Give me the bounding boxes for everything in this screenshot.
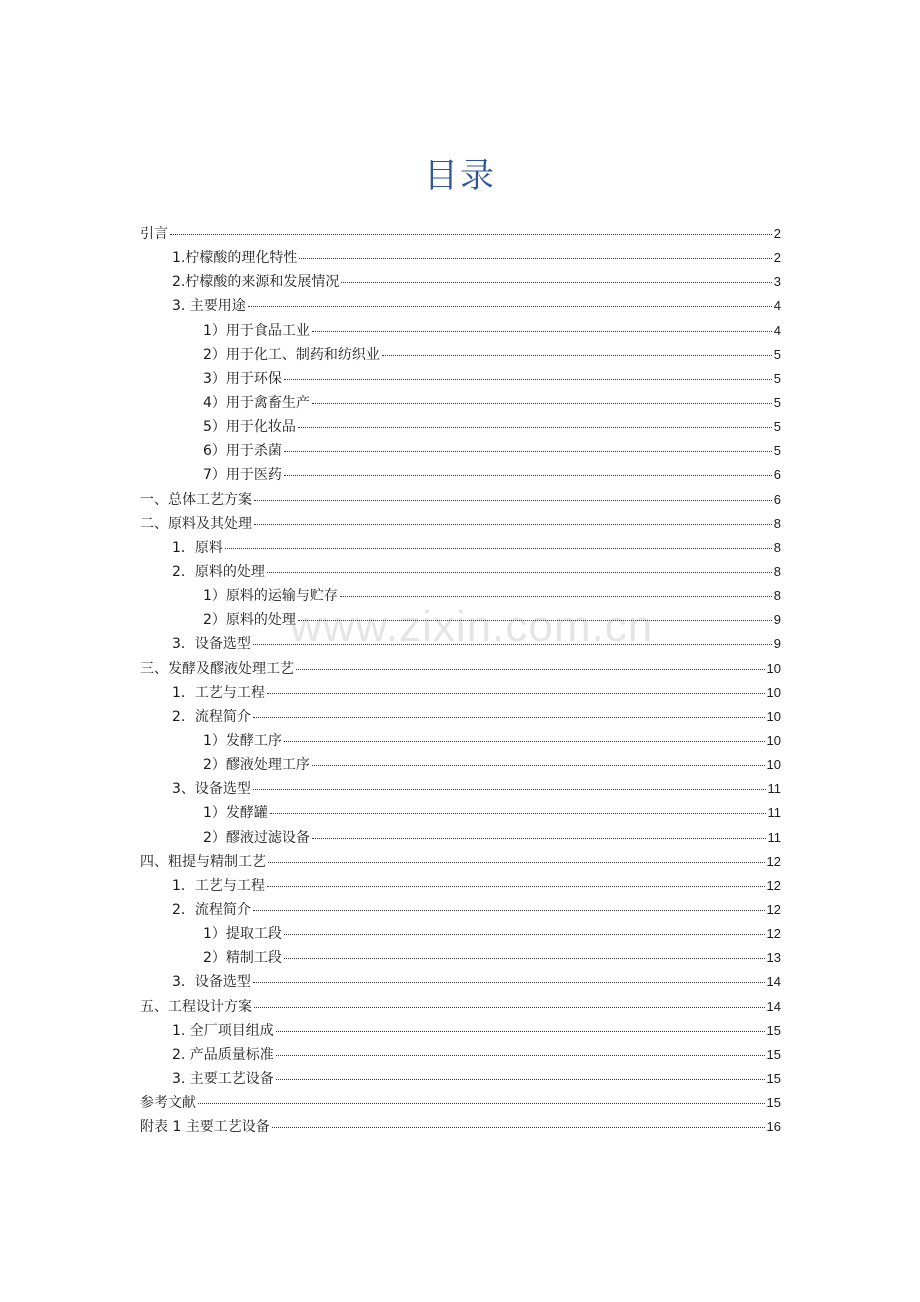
toc-entry-page: 6	[773, 491, 781, 507]
toc-entry[interactable]	[140, 222, 781, 246]
toc-entry[interactable]	[140, 560, 781, 584]
table-of-contents	[140, 222, 781, 1139]
toc-entry-page: 11	[767, 781, 781, 797]
toc-entry-page: 4	[773, 322, 781, 338]
toc-entry-title: 1. 全厂项目组成	[172, 1022, 274, 1039]
toc-entry[interactable]	[140, 946, 781, 970]
dot-leader	[284, 934, 765, 935]
dot-leader	[340, 596, 772, 597]
toc-entry-page: 16	[766, 1119, 781, 1135]
toc-entry-page: 12	[766, 877, 781, 893]
dot-leader	[312, 331, 772, 332]
toc-entry[interactable]	[140, 922, 781, 946]
toc-entry-title: 5）用于化妆品	[203, 419, 296, 436]
dot-leader	[253, 717, 765, 718]
toc-entry[interactable]	[140, 536, 781, 560]
toc-entry-title: 参考文献	[140, 1095, 196, 1112]
dot-leader	[254, 500, 772, 501]
dot-leader	[276, 1031, 765, 1032]
toc-entry-page: 11	[767, 805, 781, 821]
toc-entry[interactable]	[140, 753, 781, 777]
watermark: www.zixin.com.cn	[290, 602, 654, 651]
dot-leader	[270, 813, 766, 814]
dot-leader	[253, 982, 765, 983]
dot-leader	[225, 548, 772, 549]
toc-entry-page: 10	[766, 708, 781, 724]
toc-entry-title: 3. 主要工艺设备	[172, 1070, 274, 1087]
toc-entry-title: 1）用于食品工业	[203, 322, 310, 339]
toc-entry[interactable]	[140, 1043, 781, 1067]
toc-entry-page: 10	[766, 684, 781, 700]
toc-entry[interactable]	[140, 608, 781, 632]
toc-entry-page: 9	[773, 636, 781, 652]
dot-leader	[312, 838, 766, 839]
toc-entry[interactable]	[140, 850, 781, 874]
toc-entry[interactable]	[140, 1091, 781, 1115]
toc-entry-title: 1.柠檬酸的理化特性	[172, 250, 298, 267]
toc-entry-page: 5	[773, 443, 781, 459]
toc-entry-title: 1）发酵工序	[203, 732, 282, 749]
toc-entry-page: 5	[773, 346, 781, 362]
dot-leader	[267, 693, 765, 694]
toc-entry[interactable]	[140, 246, 781, 270]
toc-entry[interactable]	[140, 1067, 781, 1091]
toc-entry-page: 13	[766, 950, 781, 966]
toc-entry-page: 11	[767, 829, 781, 845]
dot-leader	[272, 1127, 765, 1128]
toc-entry-title: 1）发酵罐	[203, 805, 268, 822]
toc-entry-page: 14	[766, 974, 781, 990]
toc-entry-title: 引言	[140, 226, 168, 242]
toc-entry-title: 2）原料的处理	[203, 612, 296, 629]
dot-leader	[276, 1055, 765, 1056]
toc-entry-page: 4	[773, 298, 781, 314]
dot-leader	[341, 282, 771, 283]
dot-leader	[267, 572, 772, 573]
toc-entry-title: 6）用于杀菌	[203, 443, 282, 460]
toc-entry-title: 2.柠檬酸的来源和发展情况	[172, 274, 340, 291]
toc-entry-page: 9	[773, 612, 781, 628]
toc-entry-title: 3、设备选型	[172, 781, 251, 798]
toc-entry-title: 2．流程简介	[172, 901, 251, 918]
toc-entry[interactable]	[140, 898, 781, 922]
dot-leader	[298, 427, 772, 428]
toc-entry-page: 8	[773, 515, 781, 531]
toc-entry-page: 5	[773, 394, 781, 410]
toc-entry-title: 附表 1 主要工艺设备	[140, 1119, 270, 1136]
toc-entry[interactable]	[140, 970, 781, 994]
toc-entry-title: 五、工程设计方案	[140, 998, 252, 1015]
toc-entry[interactable]	[140, 777, 781, 801]
toc-entry-page: 5	[773, 370, 781, 386]
toc-entry[interactable]	[140, 705, 781, 729]
toc-entry-page: 15	[766, 1046, 781, 1062]
toc-entry-title: 三、发酵及醪液处理工艺	[140, 660, 294, 677]
toc-entry-page: 12	[766, 853, 781, 869]
dot-leader	[267, 886, 765, 887]
toc-entry-page: 10	[766, 757, 781, 773]
toc-entry-title: 2．流程简介	[172, 708, 251, 725]
dot-leader	[284, 379, 772, 380]
toc-entry-page: 2	[773, 250, 781, 266]
dot-leader	[296, 669, 765, 670]
toc-entry-page: 15	[766, 1022, 781, 1038]
toc-entry[interactable]	[140, 367, 781, 391]
toc-entry[interactable]	[140, 270, 781, 294]
toc-entry-page: 8	[773, 563, 781, 579]
toc-entry[interactable]	[140, 463, 781, 487]
dot-leader	[254, 1007, 765, 1008]
toc-entry-title: 2. 产品质量标准	[172, 1046, 274, 1063]
toc-entry[interactable]	[140, 874, 781, 898]
toc-entry-title: 二、原料及其处理	[140, 515, 252, 532]
dot-leader	[253, 910, 765, 911]
dot-leader	[253, 789, 766, 790]
toc-entry-title: 3．设备选型	[172, 974, 251, 991]
toc-entry[interactable]	[140, 801, 781, 825]
dot-leader	[298, 620, 772, 621]
toc-entry-page: 10	[766, 732, 781, 748]
toc-entry[interactable]	[140, 584, 781, 608]
toc-entry-title: 3）用于环保	[203, 370, 282, 387]
toc-entry[interactable]	[140, 632, 781, 656]
toc-entry-title: 2）精制工段	[203, 950, 282, 967]
toc-entry-title: 3．设备选型	[172, 636, 251, 653]
toc-entry[interactable]	[140, 439, 781, 463]
toc-entry-title: 1）提取工段	[203, 926, 282, 943]
dot-leader	[382, 355, 772, 356]
toc-entry[interactable]	[140, 826, 781, 850]
dot-leader	[254, 524, 772, 525]
toc-entry[interactable]	[140, 488, 781, 512]
dot-leader	[276, 1079, 765, 1080]
toc-entry-page: 3	[773, 274, 781, 290]
dot-leader	[284, 451, 772, 452]
toc-entry[interactable]	[140, 415, 781, 439]
dot-leader	[198, 1103, 765, 1104]
toc-entry-page: 12	[766, 926, 781, 942]
toc-entry-title: 一、总体工艺方案	[140, 491, 252, 508]
toc-entry-title: 2．原料的处理	[172, 563, 265, 580]
toc-entry-title: 2）醪液过滤设备	[203, 829, 310, 846]
toc-entry-title: 1．工艺与工程	[172, 877, 265, 894]
toc-entry-title: 1．原料	[172, 539, 223, 556]
dot-leader	[284, 475, 772, 476]
toc-entry[interactable]	[140, 729, 781, 753]
dot-leader	[284, 741, 765, 742]
toc-entry-title: 4）用于禽畜生产	[203, 394, 310, 411]
toc-entry-title: 2）用于化工、制药和纺织业	[203, 346, 380, 363]
dot-leader	[312, 765, 765, 766]
toc-entry-page: 6	[773, 467, 781, 483]
toc-entry[interactable]	[140, 995, 781, 1019]
dot-leader	[299, 258, 771, 259]
toc-entry-page: 12	[766, 901, 781, 917]
toc-entry-title: 四、粗提与精制工艺	[140, 853, 266, 870]
toc-entry[interactable]	[140, 512, 781, 536]
toc-entry[interactable]	[140, 343, 781, 367]
toc-entry-title: 7）用于医药	[203, 467, 282, 484]
dot-leader	[170, 234, 772, 235]
toc-entry[interactable]	[140, 391, 781, 415]
toc-entry-page: 8	[773, 539, 781, 555]
toc-entry-title: 1）原料的运输与贮存	[203, 588, 338, 605]
toc-entry-page: 14	[766, 998, 781, 1014]
toc-entry[interactable]	[140, 294, 781, 318]
toc-entry-page: 15	[766, 1095, 781, 1111]
toc-entry-page: 8	[773, 588, 781, 604]
toc-entry-title: 1．工艺与工程	[172, 684, 265, 701]
dot-leader	[284, 958, 765, 959]
toc-entry-title: 2）醪液处理工序	[203, 757, 310, 774]
toc-entry-page: 5	[773, 419, 781, 435]
dot-leader	[248, 306, 772, 307]
toc-entry[interactable]	[140, 319, 781, 343]
toc-entry[interactable]	[140, 1019, 781, 1043]
page-title: 目录	[424, 156, 496, 196]
dot-leader	[312, 403, 772, 404]
toc-entry[interactable]	[140, 1115, 781, 1139]
dot-leader	[253, 644, 772, 645]
toc-entry-page: 10	[766, 660, 781, 676]
toc-entry[interactable]	[140, 681, 781, 705]
toc-entry-page: 2	[773, 226, 781, 241]
toc-entry-title: 3. 主要用途	[172, 298, 246, 315]
toc-entry[interactable]	[140, 657, 781, 681]
dot-leader	[268, 862, 765, 863]
toc-entry-page: 15	[766, 1070, 781, 1086]
